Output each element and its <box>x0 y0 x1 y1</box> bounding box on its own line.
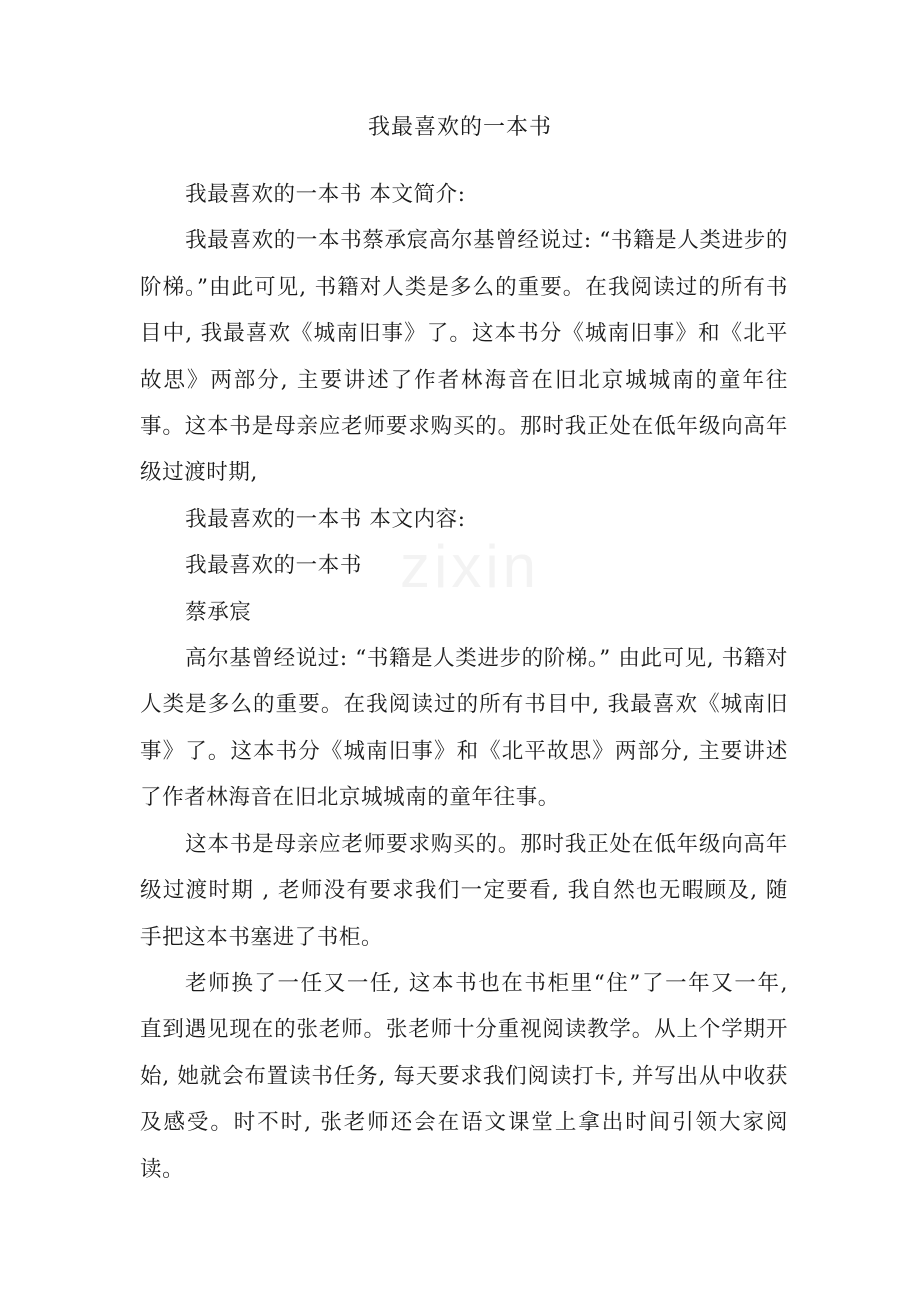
paragraph-body-3: 老师换了一任又一任, 这本书也在书柜里“住”了一年又一年, 直到遇见现在的张老师。张老师十分重视阅读教学。从上个学期开始, 她就会布置读书任务, 每天要求我们阅读打卡, 并写出从中收获及感受。时不时, 张老师还会在语文课堂上拿出时间引领大家阅读。 <box>140 970 788 1182</box>
document-title: 我最喜欢的一本书 <box>367 115 552 140</box>
paragraph-author: 蔡承宸 <box>185 599 252 625</box>
watermark: zixin <box>400 533 541 600</box>
document-body <box>140 172 788 1193</box>
paragraph-intro: 我最喜欢的一本书蔡承宸高尔基曾经说过: “书籍是人类进步的阶梯。”由此可见, 书籍对人类是多么的重要。在我阅读过的所有书目中, 我最喜欢《城南旧事》了。这本书分《城南旧事》和《北平故思》两部分, 主要讲述了作者林海音在旧北京城城南的童年往事。这本书是母亲应老师要求购买的。那时我正处在低年级向高年级过渡时期, <box>140 228 788 486</box>
paragraph-content-heading: 我最喜欢的一本书 本文内容: <box>185 506 466 532</box>
paragraph-body-2: 这本书是母亲应老师要求购买的。那时我正处在低年级向高年级过渡时期 , 老师没有要求我们一定要看, 我自然也无暇顾及, 随手把这本书塞进了书柜。 <box>140 831 788 950</box>
paragraph-intro-heading: 我最喜欢的一本书 本文简介: <box>185 182 466 207</box>
paragraph-essay-title: 我最喜欢的一本书 <box>185 553 362 579</box>
paragraph-body-1: 高尔基曾经说过: “书籍是人类进步的阶梯。” 由此可见, 书籍对人类是多么的重要。在我阅读过的所有书目中, 我最喜欢《城南旧事》了。这本书分《城南旧事》和《北平故思》两部分, 主要讲述了作者林海音在旧北京城城南的童年往事。 <box>140 646 788 811</box>
